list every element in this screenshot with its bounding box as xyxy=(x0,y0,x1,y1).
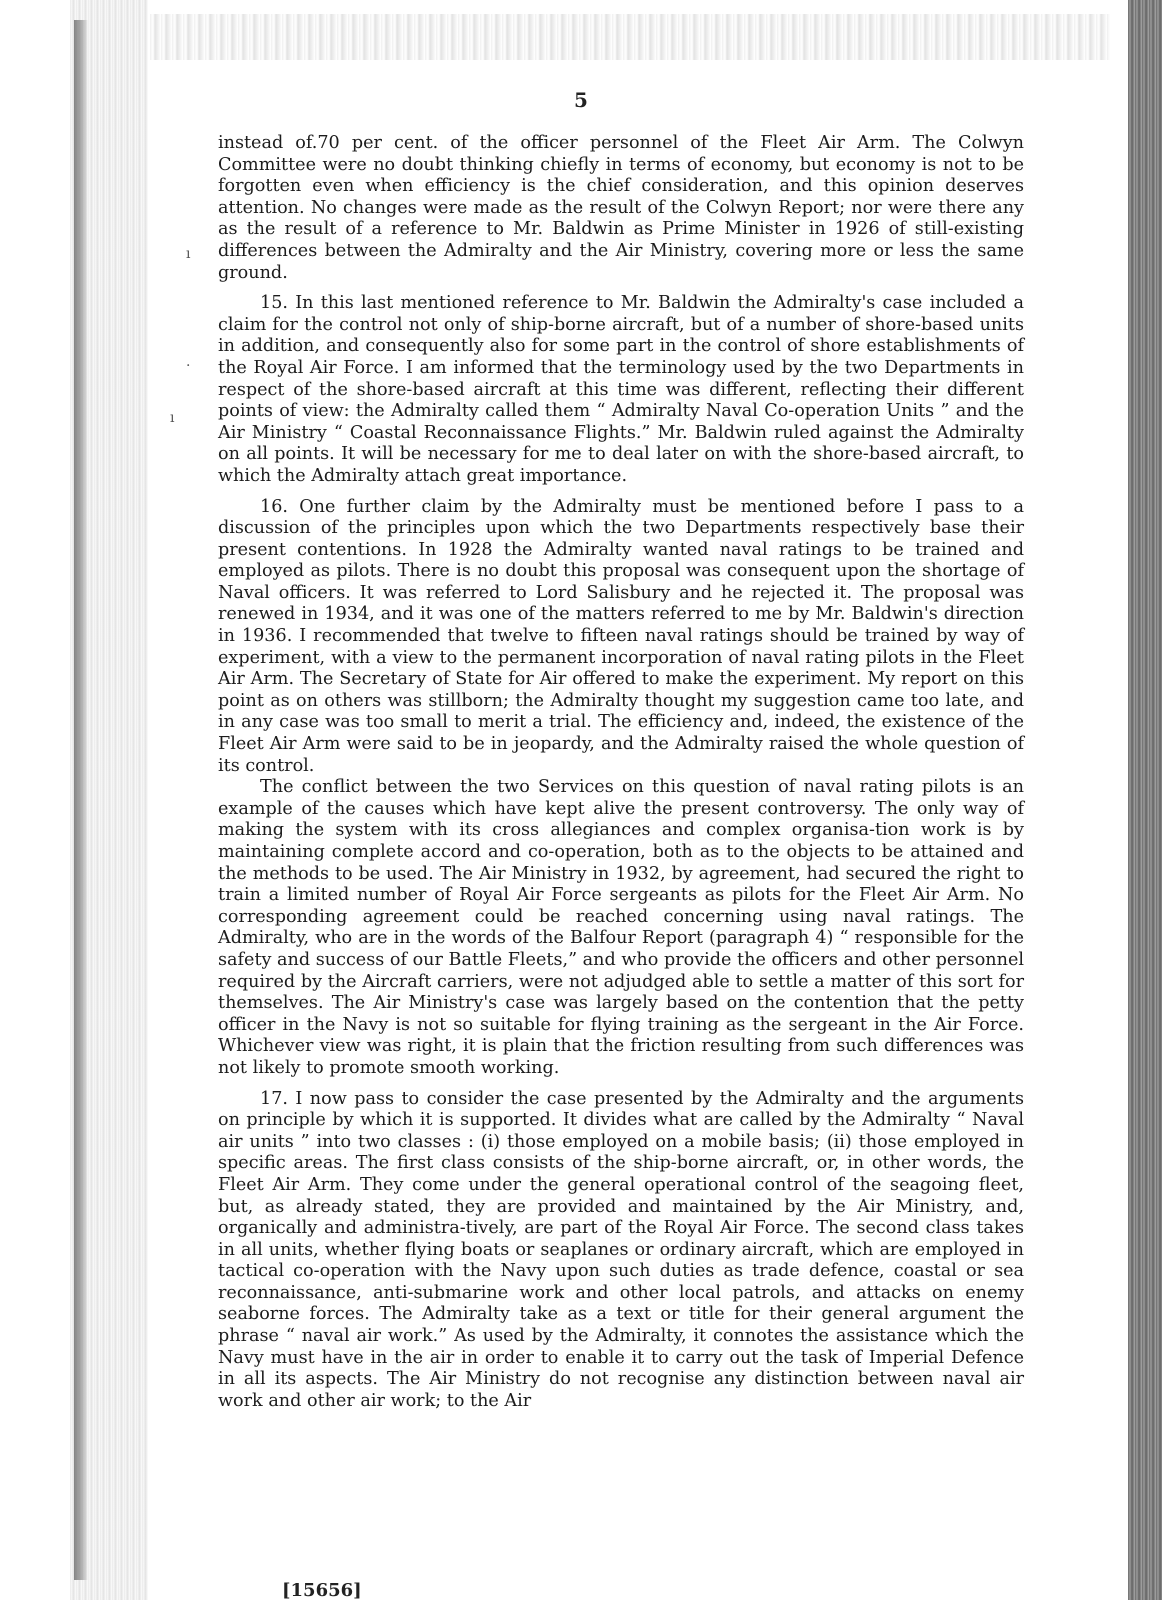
margin-dot-mark: · xyxy=(186,358,191,374)
paragraph-17: 17. I now pass to consider the case presented by the Admiralty and the arguments on principle by which it is supported. It divides what are called by the Admiralty “ Naval air units ” into two classes : (i) those employed on a mobile basis; (ii) those employed in specific areas. The first class consists of the ship-borne aircraft, or, in other words, the Fleet Air Arm. They come under the general operational control of the seagoing fleet, but, as already stated, they are provided and maintained by the Air Ministry, and, organically and administra-tively, are part of the Royal Air Force. The second class takes in all units, whether flying boats or seaplanes or ordinary aircraft, which are employed in tactical co-operation with the Navy upon such duties as trade defence, coastal or sea reconnaissance, anti-submarine work and other local patrols, and attacks on enemy seaborne forces. The Admiralty take as a text or title for their general argument the phrase “ naval air work.” As used by the Admiralty, it connotes the assistance which the Navy must have in the air in order to enable it to carry out the task of Imperial Defence in all its aspects. The Air Ministry do not recognise any distinction between naval air work and other air work; to the Air xyxy=(218,1088,1024,1411)
page-number: 5 xyxy=(574,88,588,112)
margin-tick-mark: ı xyxy=(186,246,191,262)
scan-noise-top xyxy=(150,14,1110,60)
footer-reference: [15656] xyxy=(282,1580,362,1601)
scan-shadow-right xyxy=(1128,0,1162,1600)
paragraph-15: 15. In this last mentioned reference to Mr. Baldwin the Admiralty's case included a claim for the control not only of ship-borne aircraft, but of a number of shore-based units in addition, and consequently also for some part in the control of shore establishments of the Royal Air Force. I am informed that the terminology used by the two Departments in respect of the shore-based aircraft at this time was different, reflecting their different points of view: the Admiralty called them “ Admiralty Naval Co-operation Units ” and the Air Ministry “ Coastal Reconnaissance Flights.” Mr. Baldwin ruled against the Admiralty on all points. It will be necessary for me to deal later on with the shore-based aircraft, to which the Admiralty attach great importance. xyxy=(218,293,1024,486)
scan-binding-edge xyxy=(74,20,88,1580)
paragraph-continuation: instead of.70 per cent. of the officer personnel of the Fleet Air Arm. The Colwyn Committee were no doubt thinking chiefly in terms of economy, but economy is not to be forgotten even when efficiency is the chief consideration, and this opinion deserves attention. No changes were made as the result of the Colwyn Report; nor were there any as the result of a reference to Mr. Baldwin as Prime Minister in 1926 of still-existing differences between the Admiralty and the Air Ministry, covering more or less the same ground. xyxy=(218,133,1024,283)
paragraph-16: 16. One further claim by the Admiralty must be mentioned before I pass to a discussion of the principles upon which the two Departments respectively base their present contentions. In 1928 the Admiralty wanted naval ratings to be trained and employed as pilots. There is no doubt this proposal was consequent upon the shortage of Naval officers. It was referred to Lord Salisbury and he rejected it. The proposal was renewed in 1934, and it was one of the matters referred to me by Mr. Baldwin's direction in 1936. I recommended that twelve to fifteen naval ratings should be trained by way of experiment, with a view to the permanent incorporation of naval rating pilots in the Fleet Air Arm. The Secretary of State for Air offered to make the experiment. My report on this point as on others was stillborn; the Admiralty thought my suggestion came too late, and in any case was too small to merit a trial. The efficiency and, indeed, the existence of the Fleet Air Arm were said to be in jeopardy, and the Admiralty raised the whole question of its control. xyxy=(218,496,1024,776)
document-body xyxy=(218,133,1024,1412)
paragraph-16-continued: The conflict between the two Services on this question of naval rating pilots is an example of the causes which have kept alive the present controversy. The only way of making the system with its cross allegiances and complex organisa-tion work is by maintaining complete accord and co-operation, both as to the objects to be attained and the methods to be used. The Air Ministry in 1932, by agreement, had secured the right to train a limited number of Royal Air Force sergeants as pilots for the Fleet Air Arm. No corresponding agreement could be reached concerning using naval ratings. The Admiralty, who are in the words of the Balfour Report (paragraph 4) “ responsible for the safety and success of our Battle Fleets,” and who provide the officers and other personnel required by the Aircraft carriers, were not adjudged able to settle a matter of this sort for themselves. The Air Ministry's case was largely based on the contention that the petty officer in the Navy is not so suitable for flying training as the sergeant in the Air Force. Whichever view was right, it is plain that the friction resulting from such differences was not likely to promote smooth working. xyxy=(218,777,1024,1078)
margin-tick-mark: ı xyxy=(170,410,175,426)
